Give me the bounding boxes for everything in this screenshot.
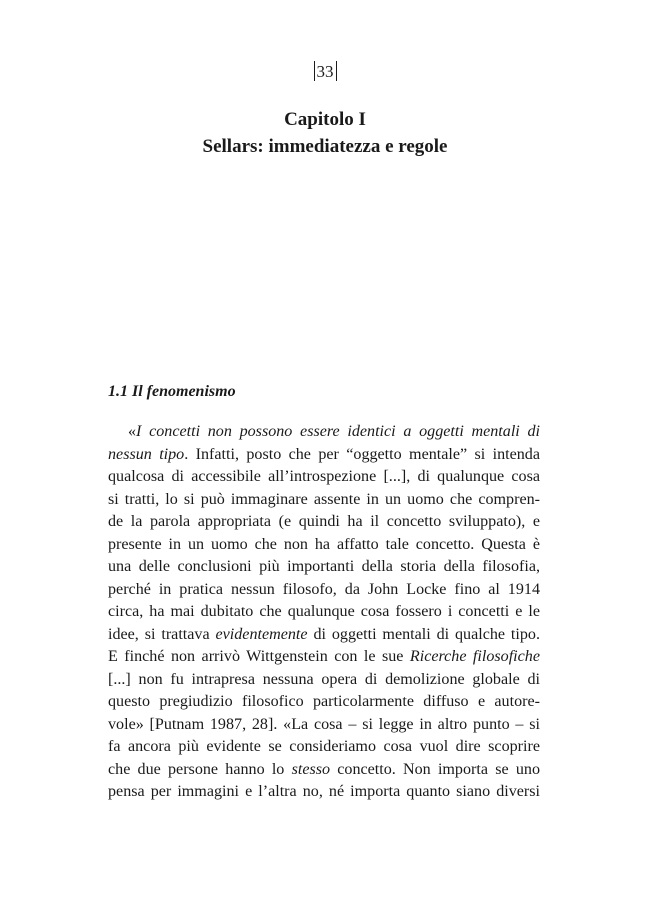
- text-segment: concetto. Non importa se uno: [330, 760, 540, 778]
- text-line: [108, 601, 540, 624]
- text-segment: [...] non fu intrapresa nessuna opera di demolizione globale di: [108, 670, 540, 688]
- text-line: [108, 781, 540, 804]
- text-segment: vole» [Putnam 1987, 28]. «La cosa – si legge in altro punto – si: [108, 715, 540, 733]
- text-line: [108, 511, 540, 534]
- text-segment: pensa per immagini e l’altra no, né importa quanto siano diversi: [108, 783, 540, 800]
- text-line: [108, 579, 540, 602]
- text-segment: si tratti, lo si può immaginare assente in un uomo che compren-: [108, 490, 540, 508]
- italic-text: Ricerche filosofiche: [409, 648, 540, 665]
- text-line: [108, 646, 540, 669]
- text-segment: de la parola appropriata (e quindi ha il concetto sviluppato), e: [108, 513, 540, 530]
- body-paragraph: [108, 421, 540, 804]
- text-segment: «: [128, 423, 137, 440]
- page-number-bar-right: [336, 61, 337, 81]
- section-heading: 1.1 Il fenomenismo: [108, 383, 236, 400]
- italic-text: nessun tipo: [108, 445, 185, 463]
- text-segment: che due persone hanno lo: [108, 760, 292, 778]
- text-line: [108, 444, 540, 467]
- text-segment: . Infatti, posto che per “oggetto mentale” si intenda: [184, 445, 540, 463]
- italic-text: I concetti non possono essere identici a oggetti mentali di: [136, 423, 540, 440]
- text-line: [108, 714, 540, 737]
- text-line: [108, 421, 540, 444]
- text-segment: fa ancora più evidente se consideriamo cosa vuol dire scoprire: [108, 738, 540, 755]
- text-segment: perché in pratica nessun filosofo, da John Locke fino al 1914: [108, 580, 540, 598]
- chapter-title: Sellars: immediatezza e regole: [202, 136, 448, 157]
- page-number: [0, 60, 650, 84]
- text-segment: idee, si trattava: [108, 625, 216, 643]
- text-line: [108, 489, 540, 512]
- text-line: [108, 759, 540, 782]
- text-line: [108, 624, 540, 647]
- text-segment: presente in un uomo che non ha affatto tale concetto. Questa è: [108, 535, 540, 553]
- text-line: [108, 534, 540, 557]
- chapter-label: Capitolo I: [284, 109, 366, 130]
- page-number-bar-left: [314, 61, 315, 81]
- text-segment: circa, ha mai dubitato che qualunque cosa fossero i concetti e le: [108, 603, 540, 620]
- text-segment: una delle conclusioni più importanti della storia della filosofia,: [108, 558, 540, 575]
- text-line: [108, 691, 540, 714]
- text-segment: qualcosa di accessibile all’introspezione [...], di qualunque cosa: [108, 468, 540, 485]
- text-line: [108, 669, 540, 692]
- italic-text: stesso: [291, 760, 331, 778]
- page-number-value: 33: [316, 62, 334, 81]
- chapter-heading: [0, 106, 650, 160]
- text-segment: questo pregiudizio filosofico particolarmente diffuso e autore-: [108, 693, 540, 710]
- italic-text: evidentemente: [215, 625, 308, 643]
- text-line: [108, 736, 540, 759]
- text-segment: E finché non arrivò Wittgenstein con le sue: [108, 648, 410, 665]
- text-line: [108, 556, 540, 579]
- text-line: [108, 466, 540, 489]
- text-segment: di oggetti mentali di qualche tipo.: [307, 625, 540, 643]
